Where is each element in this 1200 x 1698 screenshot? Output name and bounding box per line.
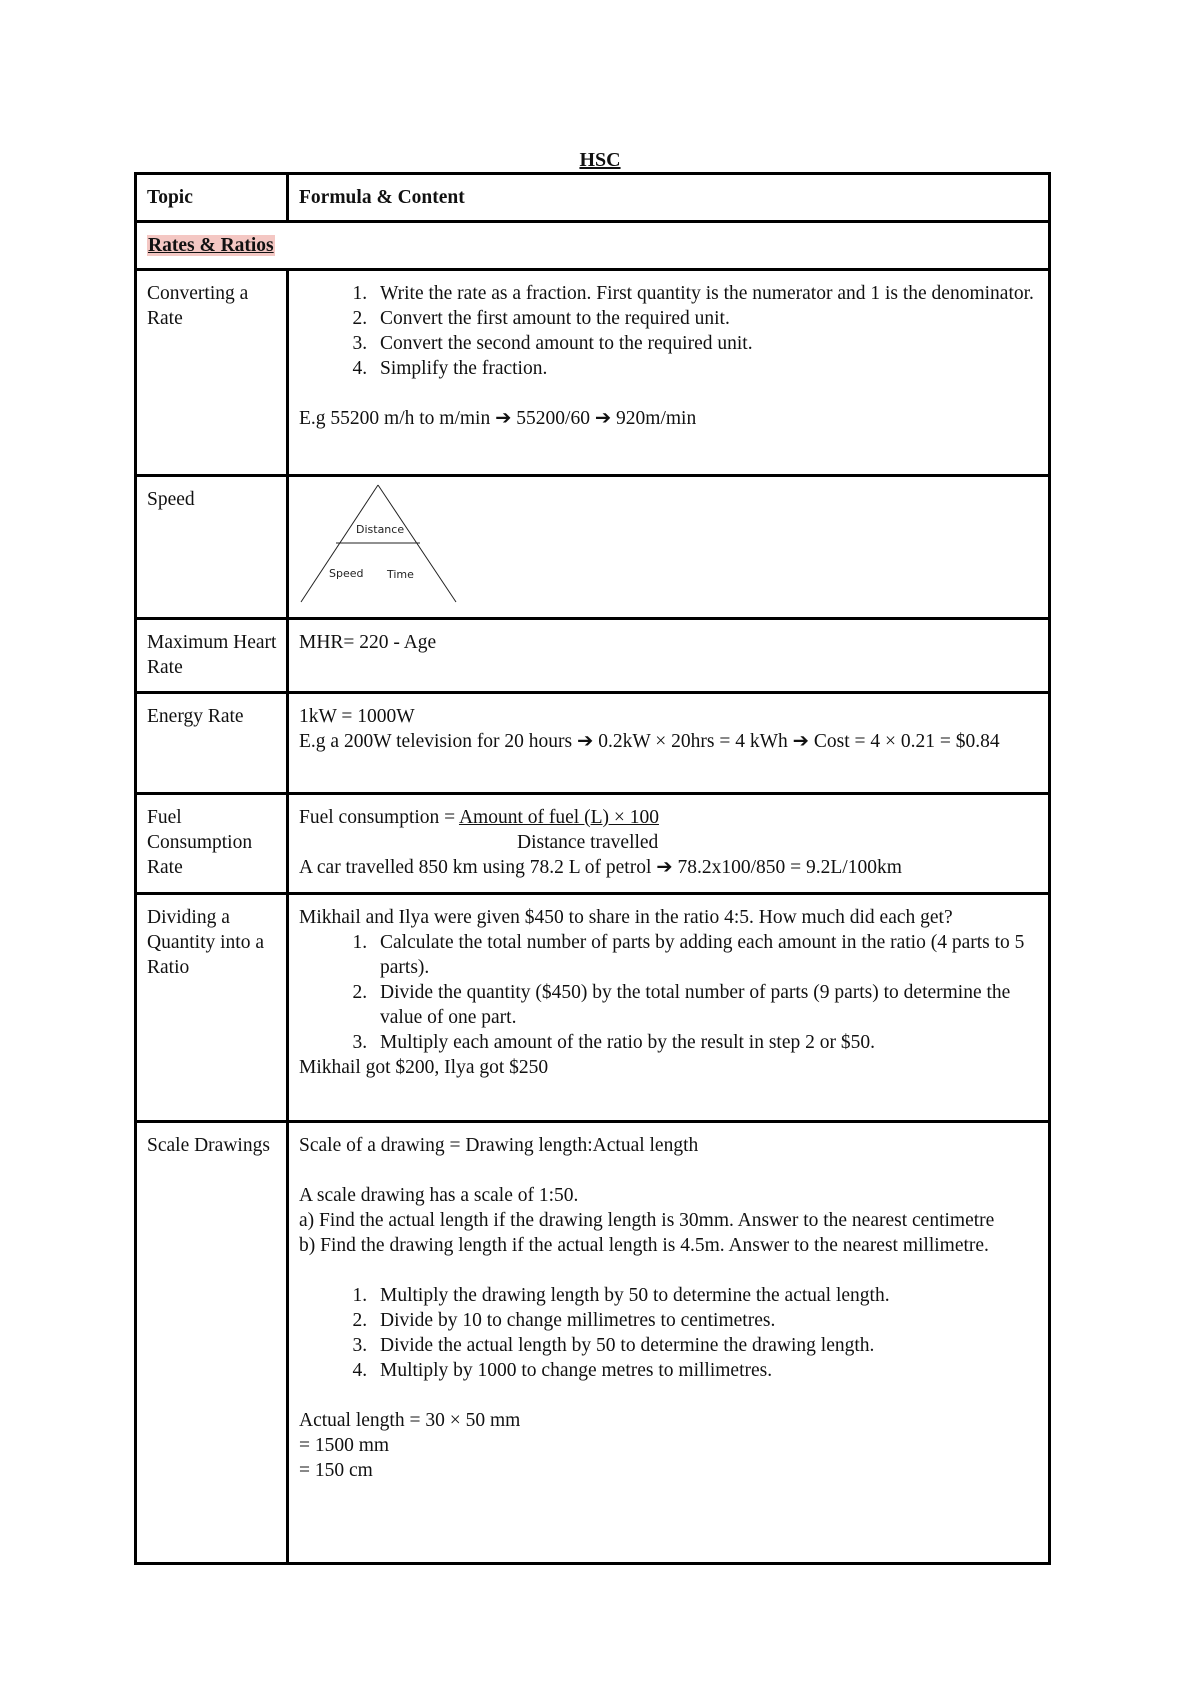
energy-example: E.g a 200W television for 20 hours ➔ 0.2kW × 20hrs = 4 kWh ➔ Cost = 4 × 0.21 = $0.84 [299,731,1000,752]
fuel-formula-denominator: Distance travelled [517,832,659,853]
scale-question-b: b) Find the drawing length if the actual length is 4.5m. Answer to the nearest millimetre. [299,1235,989,1256]
table-row [136,894,1050,1122]
fuel-formula [299,805,1040,830]
speed-distance-time-triangle [299,483,469,605]
document-title: HSC [579,149,621,171]
steps-list [299,930,1040,1055]
topic-cell: Maximum Heart Rate [136,619,288,693]
content-cell [288,894,1050,1122]
content-cell [288,476,1050,619]
list-item: 2. Convert the first amount to the required unit. [372,306,1040,331]
working-line: Actual length = 30 × 50 mm [299,1410,521,1431]
list-item: 4. Simplify the fraction. [372,356,1040,381]
table-row [136,1122,1050,1564]
triangle-left-label: Speed [329,567,364,580]
topic-cell: Dividing a Quantity into a Ratio [136,894,288,1122]
content-cell: MHR= 220 - Age [288,619,1050,693]
list-item: 1. Multiply the drawing length by 50 to determine the actual length. [372,1283,1040,1308]
scale-question-a: a) Find the actual length if the drawing length is 30mm. Answer to the nearest centimetre [299,1210,995,1231]
topic-cell: Fuel Consumption Rate [136,794,288,894]
ratio-answer: Mikhail got $200, Ilya got $250 [299,1057,549,1078]
content-cell [288,270,1050,476]
fuel-example: A car travelled 850 km using 78.2 L of petrol ➔ 78.2x100/850 = 9.2L/100km [299,857,902,878]
working-line: = 1500 mm [299,1435,390,1456]
list-item: 2. Divide by 10 to change millimetres to centimetres. [372,1308,1040,1333]
section-title: Rates & Ratios [148,235,274,256]
table-header-row [136,174,1050,222]
example-text: E.g 55200 m/h to m/min ➔ 55200/60 ➔ 920m/min [299,408,697,429]
working-line: = 150 cm [299,1460,373,1481]
list-item: 3. Convert the second amount to the required unit. [372,331,1040,356]
topic-cell: Scale Drawings [136,1122,288,1564]
table-row [136,693,1050,794]
header-topic: Topic [136,174,288,222]
list-item: 3. Multiply each amount of the ratio by the result in step 2 or $50. [372,1030,1040,1055]
scale-question-intro: A scale drawing has a scale of 1:50. [299,1185,579,1206]
topic-cell: Energy Rate [136,693,288,794]
content-cell [288,1122,1050,1564]
table-row [136,476,1050,619]
fuel-formula-numerator: Amount of fuel (L) × 100 [458,807,659,828]
table-row [136,794,1050,894]
formula-table [134,172,1051,1565]
content-cell [288,794,1050,894]
list-item: 3. Divide the actual length by 50 to determine the drawing length. [372,1333,1040,1358]
content-cell [288,693,1050,794]
steps-list [299,1283,1040,1383]
scale-formula: Scale of a drawing = Drawing length:Actual length [299,1135,699,1156]
speed-triangle-diagram [299,483,1040,603]
triangle-top-label: Distance [356,523,405,536]
topic-cell: Speed [136,476,288,619]
ratio-question: Mikhail and Ilya were given $450 to share in the ratio 4:5. How much did each get? [299,907,953,928]
topic-cell: Converting a Rate [136,270,288,476]
list-item: 2. Divide the quantity ($450) by the total number of parts (9 parts) to determine the value of one part. [372,980,1040,1030]
fuel-formula-prefix: Fuel consumption = [299,807,459,828]
triangle-right-label: Time [387,568,414,581]
section-row [136,222,1050,270]
list-item: 1. Calculate the total number of parts by adding each amount in the ratio (4 parts to 5 parts). [372,930,1040,980]
table-row [136,619,1050,693]
energy-line-1: 1kW = 1000W [299,706,415,727]
list-item: 1. Write the rate as a fraction. First quantity is the numerator and 1 is the denominator. [372,281,1040,306]
table-row [136,270,1050,476]
header-formula-content: Formula & Content [288,174,1050,222]
list-item: 4. Multiply by 1000 to change metres to millimetres. [372,1358,1040,1383]
steps-list [299,281,1040,381]
